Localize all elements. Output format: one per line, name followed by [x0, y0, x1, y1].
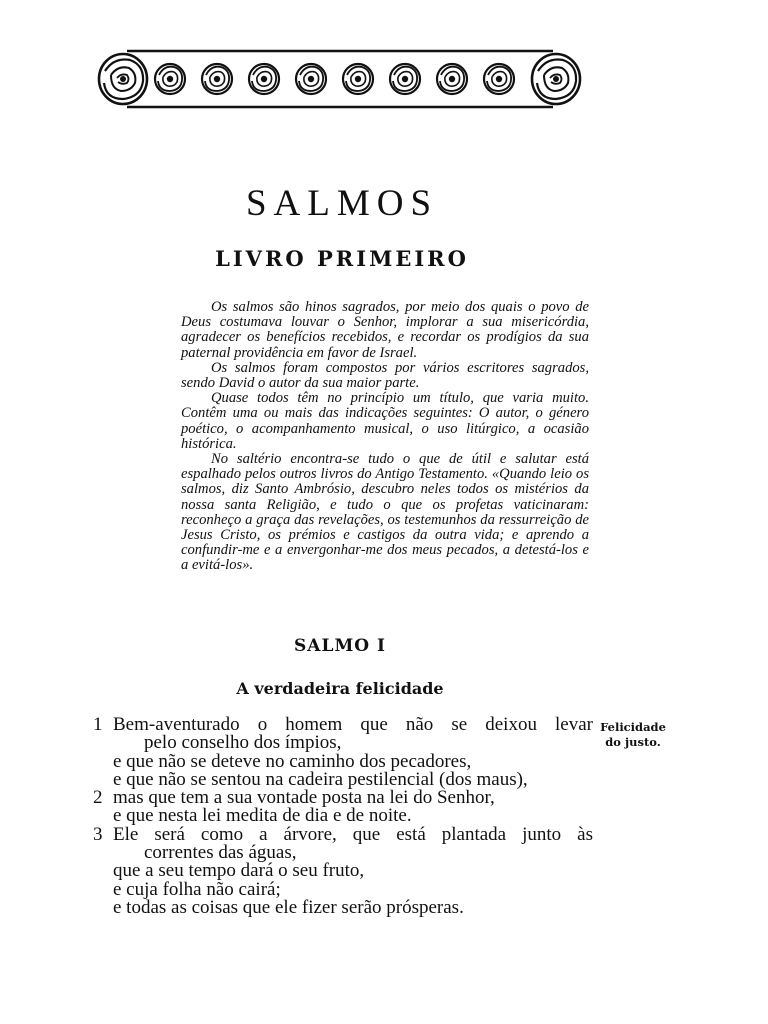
intro-paragraph: No saltério encontra-se tudo o que de útil e salutar está espalhado pelos outros livros do Antigo Testamento. «Quando leio os salmos, diz Santo Ambrósio, descubro neles todos os mistérios da nossa santa Religião, e tudo o que os profetas vaticinaram: reconheço a graça das revelações, os testemunhos da ressurreição de Jesus Cristo, os prémios e castigos da outra vida; e aprendo a confundir-me e a envergonhar-me dos meus pecados, a detestá-los e a evitá-los». [181, 451, 589, 574]
verse-text: Bem-aventurado o homem que não se deixou levar [113, 714, 593, 735]
verse-line [93, 734, 593, 752]
verse-text: Ele será como a árvore, que está plantada junto às [113, 823, 593, 845]
margin-note-line: do justo. [605, 735, 661, 749]
verse-text: correntes das águas, [144, 842, 297, 864]
verse-text: e que nesta lei medita de dia e de noite. [113, 805, 412, 827]
verse-number: 1 [93, 714, 103, 735]
book-title: SALMOS [245, 183, 439, 224]
verse-text: e que não se sentou na cadeira pestilencial (dos maus), [113, 768, 528, 790]
intro-paragraph: Os salmos foram compostos por vários escritores sagrados, sendo David o autor da sua maior parte. [181, 359, 589, 392]
psalm-verses [93, 716, 593, 917]
psalm-subtitle: A verdadeira felicidade [236, 679, 444, 698]
verse-line [93, 862, 593, 880]
intro-text [181, 300, 589, 574]
psalm-title: SALMO I [294, 636, 386, 656]
intro-paragraph: Quase todos têm no princípio um título, que varia muito. Contêm uma ou mais das indicações seguintes: O autor, o género poético, o acompanhamento musical, o uso litúrgico, a ocasião histórica. [181, 390, 589, 452]
verse-text: pelo conselho dos ímpios, [144, 732, 342, 754]
margin-note-line: Felicidade [600, 720, 666, 734]
book-subtitle: LIVRO PRIMEIRO [215, 246, 469, 271]
verse-number: 3 [93, 823, 103, 845]
verse-text: e que não se deteve no caminho dos pecadores, [113, 750, 472, 772]
verse-text: e todas as coisas que ele fizer serão prósperas. [113, 896, 464, 918]
verse-line [93, 896, 593, 918]
margin-note [597, 720, 669, 750]
verse-number: 2 [93, 787, 103, 809]
verse-text: e cuja folha não cairá; [113, 878, 281, 900]
rose-ornament-border [93, 47, 587, 111]
verse-text: mas que tem a sua vontade posta na lei do Senhor, [113, 787, 495, 809]
intro-paragraph: Os salmos são hinos sagrados, por meio dos quais o povo de Deus costumava louvar o Senhor, implorar a sua misericórdia, agradecer os benefícios recebidos, e recordar os prodígios da sua paternal providência em favor de Israel. [181, 299, 589, 361]
verse-text: que a seu tempo dará o seu fruto, [113, 860, 365, 882]
